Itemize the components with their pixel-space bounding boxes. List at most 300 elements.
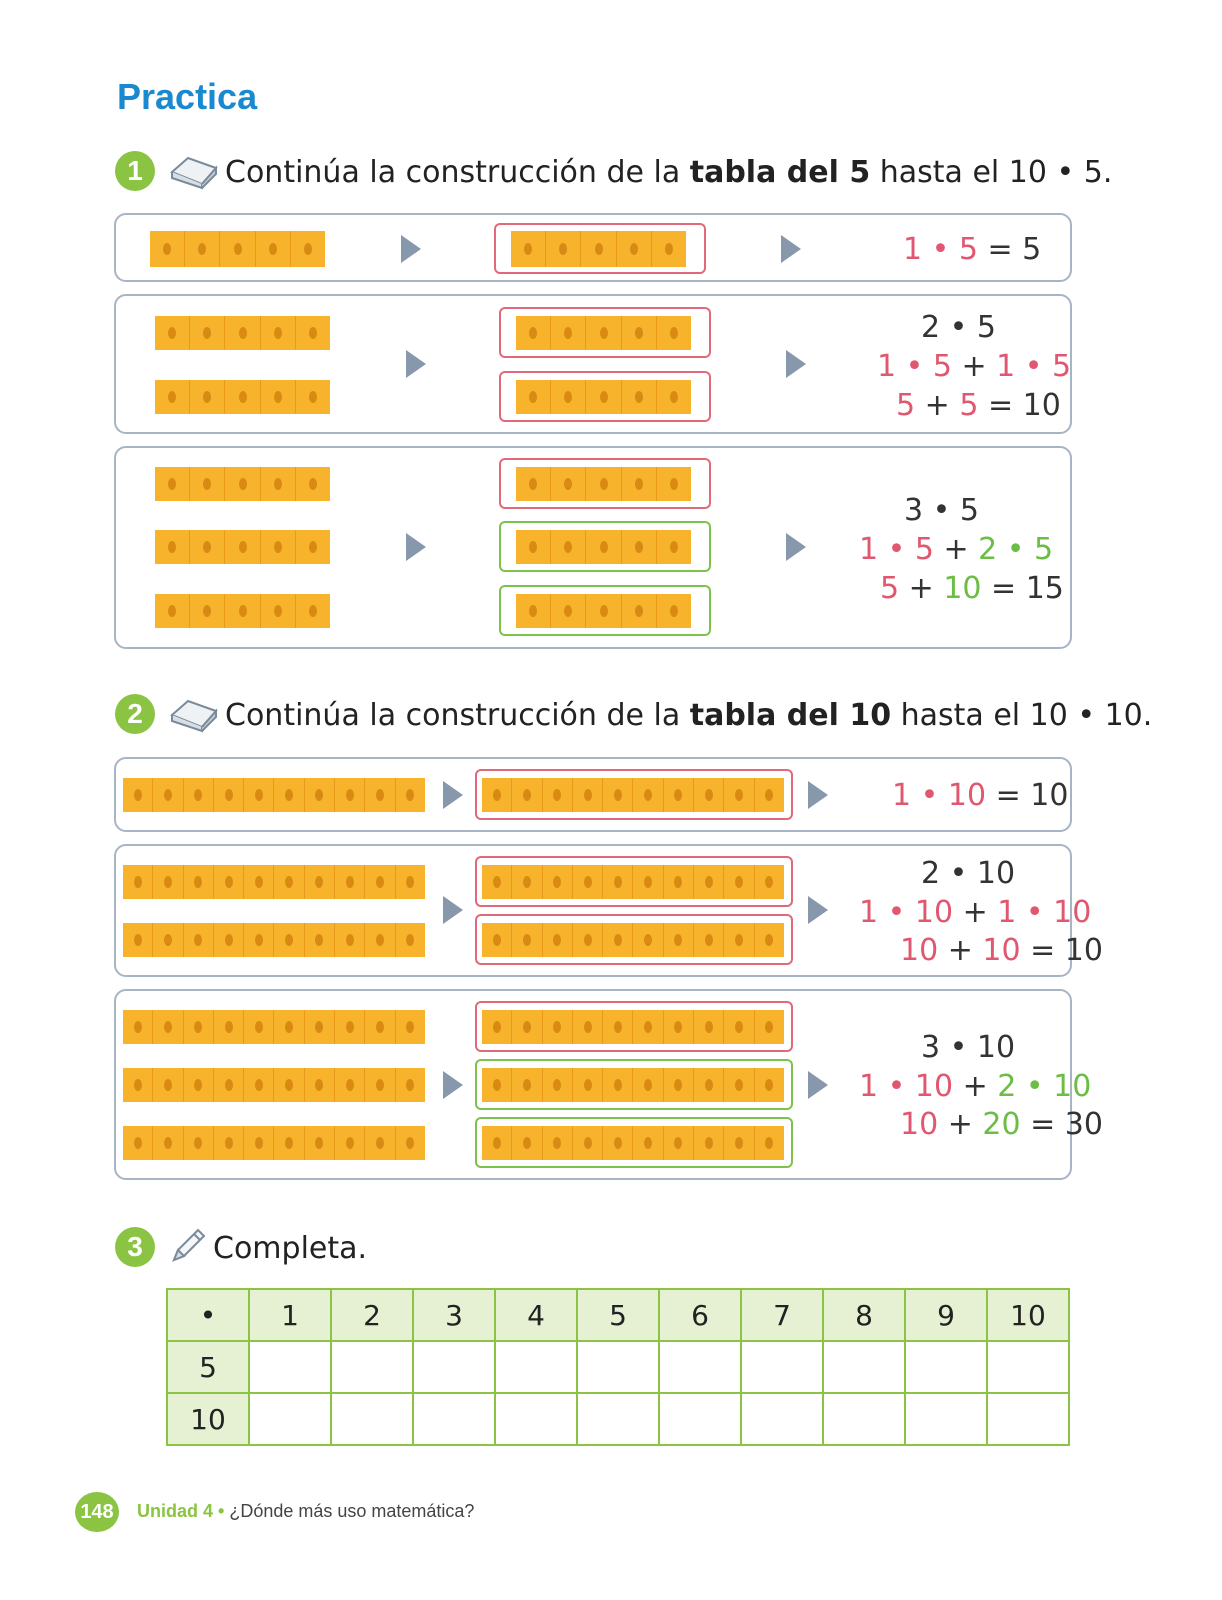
answer-cell[interactable] — [577, 1341, 659, 1393]
strip-cell — [123, 778, 153, 812]
cheese-hole — [564, 605, 572, 617]
cheese-hole — [315, 1021, 323, 1033]
table-row — [167, 1341, 1069, 1393]
answer-cell[interactable] — [987, 1341, 1069, 1393]
strip-cell — [512, 1010, 542, 1044]
equation-line-2: 1 • 5 + 2 • 5 — [859, 532, 1054, 567]
arrow-icon — [443, 1071, 463, 1099]
strip-cell — [184, 1010, 214, 1044]
equation-line-3: 10 + 20 = 30 — [900, 1107, 1103, 1142]
strip-cell — [274, 1010, 304, 1044]
cheese-hole — [553, 1021, 561, 1033]
eraser-icon — [168, 152, 220, 190]
cheese-hole — [168, 605, 176, 617]
table-header-row — [167, 1289, 1069, 1341]
page-number: 148 — [75, 1492, 119, 1532]
strip-cell — [335, 1126, 365, 1160]
strip-5 — [516, 530, 691, 564]
cheese-hole — [493, 934, 501, 946]
cheese-hole — [376, 1079, 384, 1091]
cheese-hole — [239, 478, 247, 490]
strip-10 — [123, 1010, 425, 1044]
cheese-hole — [765, 1137, 773, 1149]
cheese-hole — [239, 605, 247, 617]
cheese-hole — [304, 243, 312, 255]
arrow-icon — [443, 896, 463, 924]
cheese-hole — [674, 876, 682, 888]
strip-cell — [153, 778, 183, 812]
strip-cell — [664, 778, 694, 812]
strip-cell — [244, 865, 274, 899]
strip-cell — [573, 778, 603, 812]
strip-cell — [516, 530, 551, 564]
strip-cell — [482, 1010, 512, 1044]
strip-5 — [155, 380, 330, 414]
cheese-hole — [225, 876, 233, 888]
cheese-hole — [644, 1137, 652, 1149]
strip-cell — [123, 1010, 153, 1044]
cheese-hole — [665, 243, 673, 255]
exercise-3-instruction: Completa. — [213, 1231, 368, 1266]
answer-cell[interactable] — [413, 1341, 495, 1393]
strip-cell — [694, 923, 724, 957]
cheese-hole — [274, 478, 282, 490]
cheese-hole — [644, 1021, 652, 1033]
strip-cell — [153, 1010, 183, 1044]
cheese-hole — [225, 789, 233, 801]
cheese-hole — [406, 934, 414, 946]
cheese-hole — [309, 605, 317, 617]
cheese-hole — [164, 1021, 172, 1033]
cheese-hole — [376, 934, 384, 946]
cheese-hole — [635, 478, 643, 490]
cheese-hole — [309, 541, 317, 553]
equation-line-1: 2 • 5 — [921, 310, 996, 345]
cheese-hole — [595, 243, 603, 255]
strip-cell — [657, 594, 691, 628]
strip-cell — [153, 1126, 183, 1160]
cheese-hole — [274, 327, 282, 339]
strip-cell — [155, 467, 190, 501]
cheese-hole — [194, 934, 202, 946]
strip-cell — [396, 865, 425, 899]
strip-cell — [551, 530, 586, 564]
strip-cell — [755, 1010, 784, 1044]
answer-cell[interactable] — [413, 1393, 495, 1445]
strip-cell — [365, 778, 395, 812]
answer-cell[interactable] — [249, 1341, 331, 1393]
answer-cell[interactable] — [495, 1393, 577, 1445]
cheese-hole — [164, 934, 172, 946]
cheese-hole — [203, 391, 211, 403]
strip-cell — [622, 380, 657, 414]
equation-line-1: 3 • 5 — [904, 493, 979, 528]
cheese-hole — [493, 1079, 501, 1091]
strip-cell — [296, 380, 330, 414]
answer-cell[interactable] — [577, 1393, 659, 1445]
cheese-hole — [735, 1137, 743, 1149]
strip-cell — [724, 923, 754, 957]
cheese-hole — [735, 1079, 743, 1091]
cheese-hole — [705, 1079, 713, 1091]
cheese-hole — [674, 934, 682, 946]
strip-5 — [155, 316, 330, 350]
strip-10 — [123, 865, 425, 899]
answer-cell[interactable] — [905, 1393, 987, 1445]
strip-cell — [543, 1010, 573, 1044]
strip-cell — [244, 1126, 274, 1160]
cheese-hole — [493, 789, 501, 801]
cheese-hole — [674, 789, 682, 801]
strip-cell — [296, 594, 330, 628]
cheese-hole — [644, 876, 652, 888]
arrow-icon — [406, 533, 426, 561]
cheese-hole — [559, 243, 567, 255]
strip-cell — [664, 1010, 694, 1044]
strip-cell — [622, 316, 657, 350]
equation: 1 • 10 = 10 — [892, 778, 1069, 813]
arrow-icon — [786, 350, 806, 378]
cheese-hole — [614, 1079, 622, 1091]
strip-cell — [657, 467, 691, 501]
cheese-hole — [644, 934, 652, 946]
cheese-hole — [255, 876, 263, 888]
strip-cell — [396, 923, 425, 957]
strip-cell — [305, 923, 335, 957]
cheese-hole — [644, 789, 652, 801]
answer-cell[interactable] — [249, 1393, 331, 1445]
page-title: Practica — [117, 76, 258, 117]
strip-cell — [296, 530, 330, 564]
strip-cell — [543, 778, 573, 812]
strip-cell — [291, 231, 325, 267]
strip-cell — [724, 1126, 754, 1160]
strip-cell — [184, 865, 214, 899]
strip-cell — [261, 316, 296, 350]
strip-cell — [190, 467, 225, 501]
row-label: 10 — [167, 1393, 249, 1445]
cheese-hole — [346, 1137, 354, 1149]
cheese-hole — [600, 391, 608, 403]
cheese-hole — [315, 789, 323, 801]
cheese-hole — [600, 541, 608, 553]
strip-cell — [225, 316, 260, 350]
cheese-hole — [346, 934, 354, 946]
exercise-number-1: 1 — [115, 151, 155, 191]
strip-cell — [185, 231, 220, 267]
arrow-icon — [781, 235, 801, 263]
strip-cell — [755, 1126, 784, 1160]
cheese-hole — [164, 1137, 172, 1149]
cheese-hole — [225, 1079, 233, 1091]
cheese-hole — [203, 327, 211, 339]
cheese-hole — [164, 789, 172, 801]
strip-cell — [244, 1010, 274, 1044]
strip-cell — [153, 1068, 183, 1102]
strip-cell — [551, 467, 586, 501]
cheese-hole — [735, 789, 743, 801]
cheese-hole — [315, 876, 323, 888]
cheese-hole — [614, 789, 622, 801]
table-header-cell: 1 — [249, 1289, 331, 1341]
equation-line-1: 2 • 10 — [921, 856, 1016, 891]
strip-cell — [335, 778, 365, 812]
answer-cell[interactable] — [987, 1393, 1069, 1445]
strip-cell — [396, 778, 425, 812]
cheese-hole — [564, 478, 572, 490]
strip-cell — [573, 923, 603, 957]
cheese-hole — [406, 876, 414, 888]
answer-cell[interactable] — [659, 1341, 741, 1393]
cheese-hole — [225, 934, 233, 946]
strip-cell — [150, 231, 185, 267]
cheese-hole — [644, 1079, 652, 1091]
cheese-hole — [134, 1021, 142, 1033]
strip-cell — [603, 1068, 633, 1102]
cheese-hole — [765, 789, 773, 801]
strip-cell — [123, 923, 153, 957]
strip-cell — [220, 231, 255, 267]
cheese-hole — [553, 789, 561, 801]
cheese-hole — [285, 1021, 293, 1033]
strip-cell — [633, 865, 663, 899]
strip-cell — [190, 530, 225, 564]
strip-cell — [603, 778, 633, 812]
answer-cell[interactable] — [331, 1341, 413, 1393]
strip-cell — [512, 1126, 542, 1160]
strip-5 — [155, 467, 330, 501]
strip-cell — [724, 865, 754, 899]
pencil-icon — [168, 1226, 208, 1266]
strip-cell — [512, 778, 542, 812]
cheese-hole — [346, 876, 354, 888]
strip-cell — [633, 778, 663, 812]
cheese-hole — [168, 541, 176, 553]
strip-cell — [190, 380, 225, 414]
cheese-hole — [134, 876, 142, 888]
strip-cell — [261, 594, 296, 628]
strip-cell — [256, 231, 291, 267]
strip-cell — [664, 923, 694, 957]
strip-cell — [396, 1068, 425, 1102]
strip-10 — [123, 778, 425, 812]
cheese-hole — [765, 876, 773, 888]
strip-cell — [664, 865, 694, 899]
table-header-cell: 7 — [741, 1289, 823, 1341]
cheese-hole — [164, 876, 172, 888]
strip-10 — [482, 1068, 784, 1102]
multiplication-table — [166, 1288, 1070, 1446]
strip-cell — [622, 594, 657, 628]
cheese-hole — [614, 1137, 622, 1149]
cheese-hole — [203, 541, 211, 553]
arrow-icon — [406, 350, 426, 378]
strip-cell — [586, 594, 621, 628]
answer-cell[interactable] — [741, 1341, 823, 1393]
cheese-hole — [255, 1079, 263, 1091]
strip-cell — [214, 923, 244, 957]
strip-cell — [123, 1126, 153, 1160]
strip-cell — [755, 923, 784, 957]
strip-cell — [184, 923, 214, 957]
strip-cell — [335, 1010, 365, 1044]
cheese-hole — [524, 243, 532, 255]
cheese-hole — [735, 876, 743, 888]
answer-cell[interactable] — [905, 1341, 987, 1393]
strip-cell — [755, 1068, 784, 1102]
answer-cell[interactable] — [659, 1393, 741, 1445]
cheese-hole — [670, 478, 678, 490]
cheese-hole — [584, 1079, 592, 1091]
cheese-hole — [600, 478, 608, 490]
exercise-2-instruction: Continúa la construcción de la tabla del 10 hasta el 10 • 10. — [225, 698, 1153, 733]
strip-cell — [335, 923, 365, 957]
cheese-hole — [635, 327, 643, 339]
cheese-hole — [635, 605, 643, 617]
strip-cell — [155, 594, 190, 628]
cheese-hole — [274, 541, 282, 553]
table-header-cell: 8 — [823, 1289, 905, 1341]
footer-text: Unidad 4 • ¿Dónde más uso matemática? — [137, 1501, 475, 1521]
strip-cell — [190, 594, 225, 628]
strip-cell — [305, 865, 335, 899]
cheese-hole — [163, 243, 171, 255]
cheese-hole — [315, 1137, 323, 1149]
strip-cell — [755, 778, 784, 812]
cheese-hole — [198, 243, 206, 255]
strip-cell — [694, 1126, 724, 1160]
cheese-hole — [523, 1137, 531, 1149]
cheese-hole — [614, 1021, 622, 1033]
arrow-icon — [443, 781, 463, 809]
strip-cell — [657, 530, 691, 564]
cheese-hole — [285, 1137, 293, 1149]
cheese-hole — [346, 1021, 354, 1033]
strip-cell — [573, 1068, 603, 1102]
cheese-hole — [705, 876, 713, 888]
arrow-icon — [401, 235, 421, 263]
answer-cell[interactable] — [823, 1393, 905, 1445]
strip-cell — [261, 467, 296, 501]
cheese-hole — [285, 876, 293, 888]
cheese-hole — [239, 541, 247, 553]
cheese-hole — [346, 789, 354, 801]
cheese-hole — [225, 1021, 233, 1033]
cheese-hole — [134, 789, 142, 801]
eraser-icon — [168, 695, 220, 733]
cheese-hole — [346, 1079, 354, 1091]
cheese-hole — [670, 605, 678, 617]
cheese-hole — [553, 1137, 561, 1149]
strip-cell — [724, 1010, 754, 1044]
cheese-hole — [194, 876, 202, 888]
cheese-hole — [406, 1021, 414, 1033]
strip-cell — [155, 380, 190, 414]
cheese-hole — [765, 1021, 773, 1033]
strip-cell — [184, 1068, 214, 1102]
cheese-hole — [168, 478, 176, 490]
strip-cell — [512, 1068, 542, 1102]
cheese-hole — [134, 934, 142, 946]
cheese-hole — [564, 327, 572, 339]
cheese-hole — [376, 876, 384, 888]
equation-line-2: 1 • 10 + 1 • 10 — [859, 895, 1092, 930]
answer-cell[interactable] — [741, 1393, 823, 1445]
strip-cell — [244, 923, 274, 957]
strip-10 — [482, 865, 784, 899]
exercise-1-instruction: Continúa la construcción de la tabla del 5 hasta el 10 • 5. — [225, 155, 1113, 190]
strip-cell — [586, 530, 621, 564]
cheese-hole — [670, 327, 678, 339]
strip-cell — [755, 865, 784, 899]
cheese-hole — [529, 478, 537, 490]
strip-cell — [516, 467, 551, 501]
strip-cell — [586, 380, 621, 414]
answer-cell[interactable] — [331, 1393, 413, 1445]
cheese-hole — [553, 1079, 561, 1091]
strip-10 — [482, 1126, 784, 1160]
strip-cell — [724, 778, 754, 812]
cheese-hole — [255, 1137, 263, 1149]
table-header-cell: 2 — [331, 1289, 413, 1341]
strip-cell — [335, 865, 365, 899]
cheese-hole — [735, 1021, 743, 1033]
strip-5 — [516, 316, 691, 350]
cheese-hole — [529, 541, 537, 553]
strip-cell — [123, 865, 153, 899]
strip-cell — [573, 865, 603, 899]
arrow-icon — [786, 533, 806, 561]
strip-cell — [305, 1068, 335, 1102]
cheese-hole — [493, 1021, 501, 1033]
cheese-hole — [164, 1079, 172, 1091]
table-header-cell: 3 — [413, 1289, 495, 1341]
strip-cell — [622, 467, 657, 501]
cheese-hole — [635, 541, 643, 553]
strip-cell — [305, 1126, 335, 1160]
strip-cell — [305, 778, 335, 812]
strip-cell — [261, 530, 296, 564]
cheese-hole — [523, 789, 531, 801]
strip-cell — [274, 1126, 304, 1160]
strip-cell — [214, 1068, 244, 1102]
cheese-hole — [600, 327, 608, 339]
cheese-hole — [168, 391, 176, 403]
cheese-hole — [406, 1079, 414, 1091]
strip-cell — [225, 467, 260, 501]
strip-5 — [155, 530, 330, 564]
strip-cell — [622, 530, 657, 564]
equation-line-3: 5 + 10 = 15 — [880, 571, 1064, 606]
cheese-hole — [315, 934, 323, 946]
exercise-number-2: 2 — [115, 694, 155, 734]
cheese-hole — [584, 934, 592, 946]
cheese-hole — [376, 789, 384, 801]
strip-cell — [365, 1126, 395, 1160]
strip-cell — [603, 865, 633, 899]
strip-cell — [516, 316, 551, 350]
strip-cell — [617, 231, 652, 267]
strip-cell — [153, 923, 183, 957]
strip-cell — [274, 923, 304, 957]
cheese-hole — [134, 1079, 142, 1091]
table-header-cell: 5 — [577, 1289, 659, 1341]
strip-5 — [150, 231, 325, 267]
answer-cell[interactable] — [823, 1341, 905, 1393]
strip-cell — [335, 1068, 365, 1102]
strip-5 — [516, 467, 691, 501]
answer-cell[interactable] — [495, 1341, 577, 1393]
